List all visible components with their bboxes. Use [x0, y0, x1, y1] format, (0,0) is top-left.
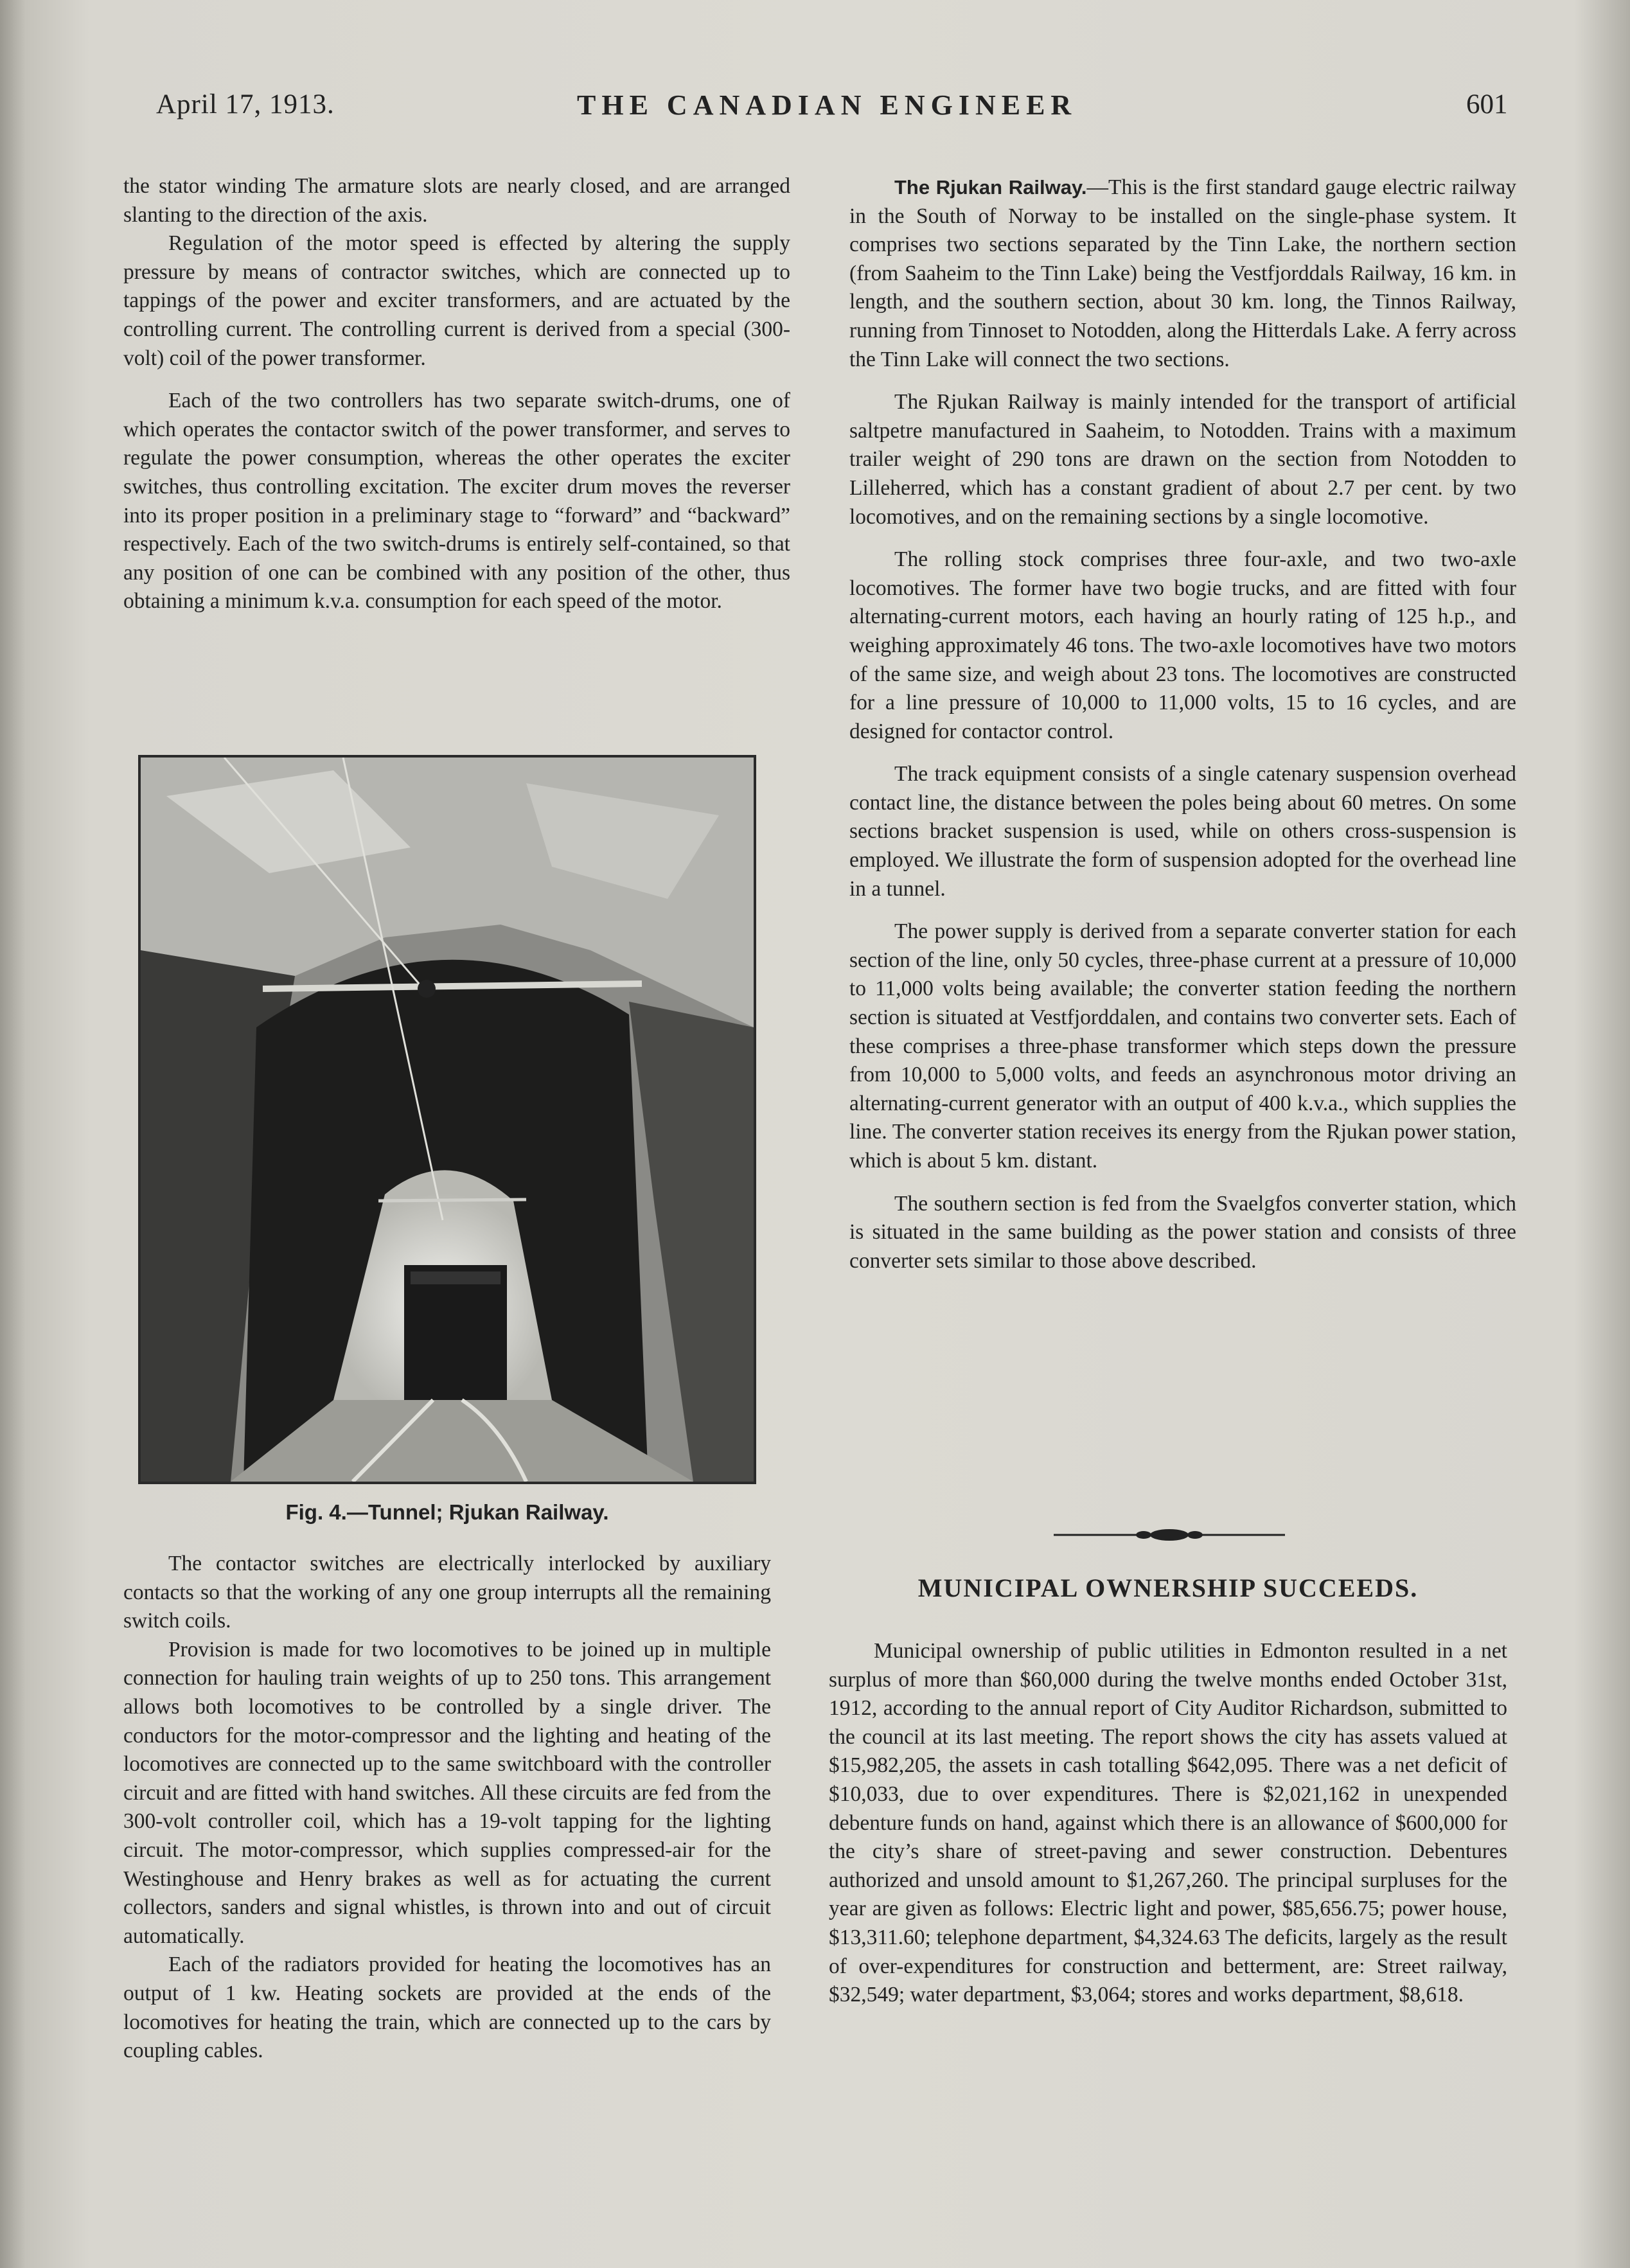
- page-number: 601: [1466, 89, 1508, 120]
- figure-caption: Fig. 4.—Tunnel; Rjukan Railway.: [285, 1500, 609, 1524]
- tunnel-photograph: [138, 755, 756, 1484]
- section-heading: MUNICIPAL OWNERSHIP SUCCEEDS.: [917, 1573, 1419, 1602]
- ornament-divider-icon: [1054, 1525, 1285, 1545]
- section-lead-in: The Rjukan Railway.: [894, 176, 1087, 199]
- paragraph: Municipal ownership of public utilities in Edmonton resulted in a net surplus of more than $60,000 during the twelve months ended October 31st, 1912, according to the annual report of City Auditor Richardson, submitted to the council at its last meeting. The report shows the city has assets valued at $15,982,205, the assets in cash totalling $642,095. There was a net deficit of $10,033, due to over expenditures. There is $2,021,162 in unexpended debenture funds on hand, against which there is an allowance of $600,000 for the city’s share of street-paving and sewer construction. Debentures authorized and unsold amount to $1,267,260. The principal surpluses for the year are given as follows: Electric light and power, $85,656.75; power house, $13,311.60; telephone department, $4,324.63 The deficits, largely as the result of over-expenditures for construction and betterment, are: Street railway, $32,549; water department, $3,064; stores and works department, $8,618.: [829, 1639, 1507, 2007]
- paragraph: [849, 173, 1516, 374]
- paragraph: The contactor switches are electrically interlocked by auxiliary contacts so that the working of any one group interrupts all the remaining switch coils.: [123, 1552, 771, 1633]
- paragraph: Each of the two controllers has two separate switch-drums, one of which operates the contactor switch of the power transformer, and serves to regulate the power consumption, whereas the other operates the exciter switches, thus controlling excitation. The exciter drum moves the reverser into its proper position in a preliminary stage to “forward” and “backward” respectively. Each of the two switch-drums is entirely self-contained, so that any position of one can be combined with any position of the other, thus obtaining a minimum k.v.a. consumption for each speed of the motor.: [123, 389, 790, 614]
- paragraph: The power supply is derived from a separate converter station for each section of the line, only 50 cycles, three-phase current at a pressure of 10,000 to 11,000 volts being available; the converter station feeding the northern section is situated at Vestfjorddalen, and contains two converter sets. Each of these comprises a three-phase transformer which steps down the pressure from 10,000 to 5,000 volts, and feeds an asynchronous motor driving an alternating-current generator with an output of 400 k.v.a., which supplies the line. The converter station receives its energy from the Rjukan power station, which is about 5 km. distant.: [849, 919, 1516, 1173]
- paragraph: Regulation of the motor speed is effected by altering the supply pressure by means of contractor switches, which are connected up to tappings of the power and exciter transformers, and are actuated by the controlling current. The controlling current is derived from a special (300-volt) coil of the power transformer.: [123, 231, 790, 370]
- journal-title: THE CANADIAN ENGINEER: [577, 89, 1077, 121]
- paragraph: Provision is made for two locomotives to be joined up in multiple connection for hauling train weights of up to 250 tons. This arrangement allows both locomotives to be controlled by a single driver. The conductors for the motor-compressor and the lighting and heating of the locomotives are connected up to the same switchboard with the controller circuit and are fitted with hand switches. All these circuits are fed from the 300-volt controller coil, which has a 19-volt tapping for the lighting circuit. The motor-compressor, which supplies compressed-air for the Westinghouse and Henry brakes as well as for actuating the current collectors, sanders and signal whistles, is thrown into and out of circuit automatically.: [123, 1637, 771, 1948]
- paragraph-body: —This is the first standard gauge electric railway in the South of Norway to be installed on the single-phase system. It comprises two sections separated by the Tinn Lake, the northern section (from Saaheim to the Tinn Lake) being the Vestfjorddals Railway, 16 km. in length, and the southern section, about 30 km. long, the Tinnos Railway, running from Tinnoset to Notodden, along the Hitterdals Lake. A ferry across the Tinn Lake will connect the two sections.: [849, 175, 1516, 371]
- paragraph: The Rjukan Railway is mainly intended for the transport of artificial saltpetre manufactured in Saaheim, to Notodden. Trains with a maximum trailer weight of 290 tons are drawn on the section from Notodden to Lilleherred, which has a constant gradient of about 2.7 per cent. by two locomotives, and on the remaining sections by a single locomotive.: [849, 390, 1516, 529]
- paragraph: The southern section is fed from the Svaelgfos converter station, which is situated in the same building as the power station and consists of three converter sets similar to those above described.: [849, 1191, 1516, 1273]
- tunnel-photo-icon: [141, 757, 754, 1482]
- paragraph: Each of the radiators provided for heating the locomotives has an output of 1 kw. Heating sockets are provided at the ends of the locomotives for heating the train, which are connected up to the cars by coupling cables.: [123, 1953, 771, 2063]
- paragraph: The rolling stock comprises three four-axle, and two two-axle locomotives. The former have two bogie trucks, and are fitted with four alternating-current motors, each having an hourly rating of 125 h.p., and weighing approximately 46 tons. The two-axle locomotives have two motors of the same size, and weigh about 23 tons. The locomotives are constructed for a line pressure of 10,000 to 11,000 volts, 15 to 16 cycles, and are designed for contactor control.: [849, 547, 1516, 743]
- left-column-top: [123, 172, 790, 616]
- running-header: [0, 89, 1630, 134]
- paragraph: the stator winding The armature slots are nearly closed, and are arranged slanting to the direction of the axis.: [123, 174, 790, 227]
- right-column-bottom: [829, 1637, 1507, 2010]
- issue-date: April 17, 1913.: [156, 89, 335, 120]
- right-column-top: [849, 173, 1516, 1275]
- left-column-bottom: [123, 1550, 771, 2066]
- paragraph: The track equipment consists of a single catenary suspension overhead contact line, the distance between the poles being about 60 metres. On some sections bracket suspension is used, while on others cross-suspension is employed. We illustrate the form of suspension adopted for the overhead line in a tunnel.: [849, 762, 1516, 901]
